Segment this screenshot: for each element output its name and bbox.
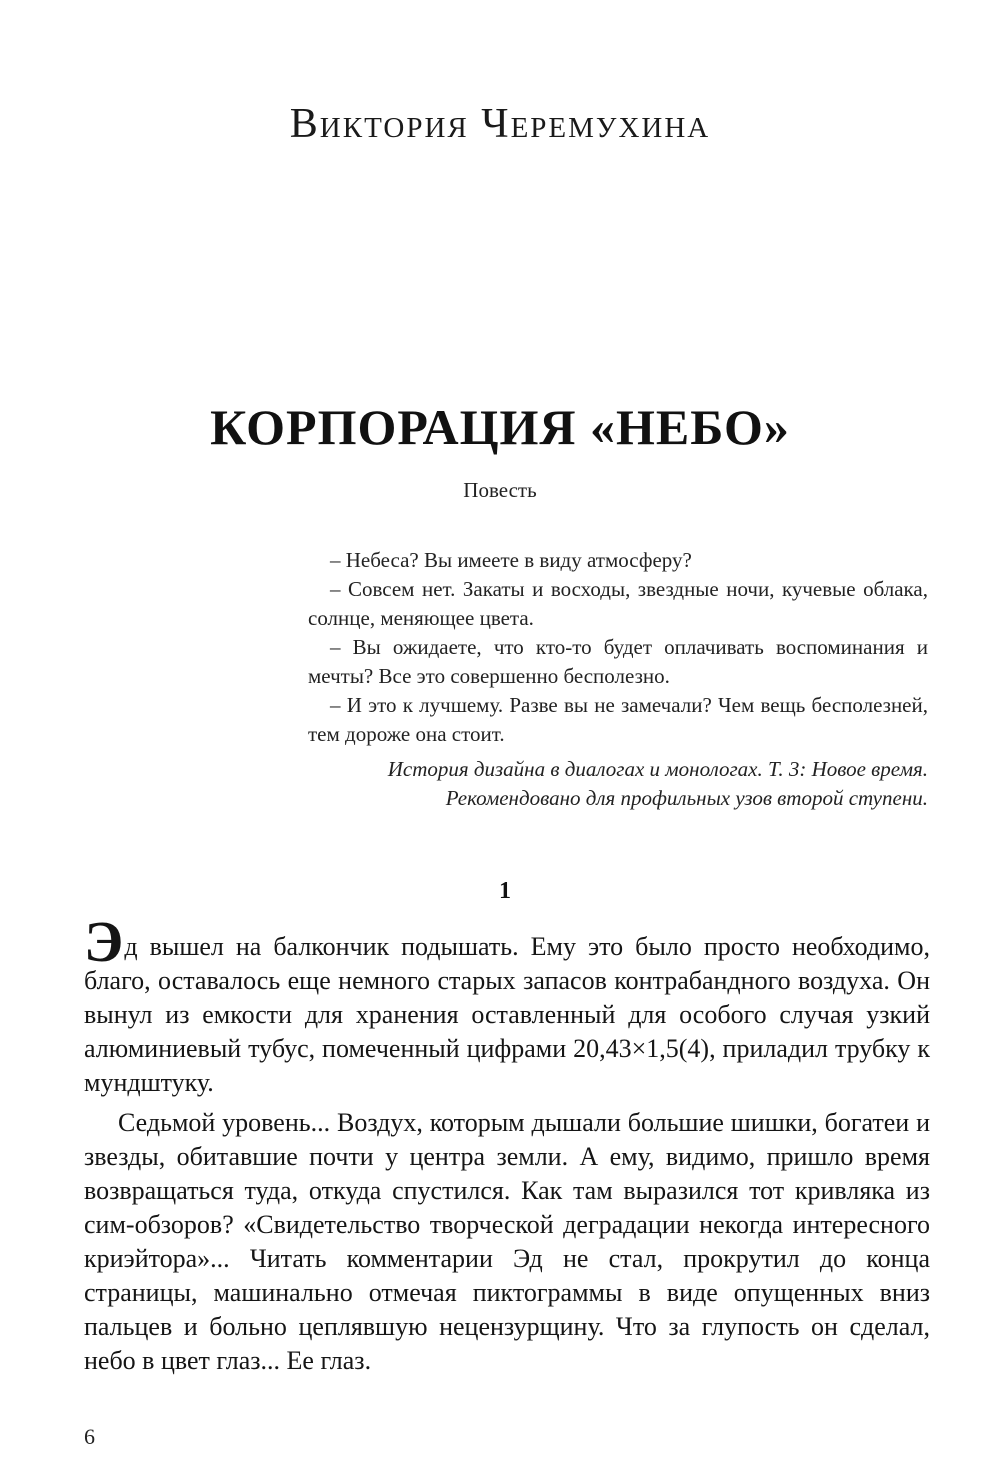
epigraph-line: – И это к лучшему. Разве вы не замечали? Чем вещь бесполезней, тем дороже она стоит.: [308, 693, 928, 746]
author-name: Виктория Черемухина: [289, 101, 711, 147]
story-title: КОРПОРАЦИЯ «НЕБО»: [210, 399, 790, 455]
page-number: 6: [84, 1424, 95, 1449]
epigraph-line: – Совсем нет. Закаты и восходы, звездные ночи, кучевые облака, солнце, меняющее цвета.: [308, 577, 928, 630]
epigraph-source: История дизайна в диалогах и монологах. Т. 3: Новое время. Рекомендовано для профильных узов второй ступени.: [387, 757, 928, 810]
epigraph-line: – Небеса? Вы имеете в виду атмосферу?: [330, 548, 692, 572]
dropcap: Э: [84, 909, 124, 974]
epigraph-line: – Вы ожидаете, что кто-то будет оплачивать воспоминания и мечты? Все это совершенно бесполезно.: [308, 635, 928, 688]
chapter-number: 1: [499, 878, 511, 904]
body-text: [84, 909, 930, 1384]
paragraph: Седьмой уровень... Воздух, которым дышали большие шишки, богатеи и звезды, обитавшие почти у центра земли. А ему, видимо, пришло время возвращаться туда, откуда спустился. Как там выразился тот кривляка из сим-обзоров? «Свидетельство творческой деградации некогда интересного криэйтора»... Читать комментарии Эд не стал, прокрутил до конца страницы, машинально отмечая пиктограммы в виде опущенных вниз пальцев и больно цеплявшую нецензурщину. Что за глупость он сделал, небо в цвет глаз... Ее глаз.: [84, 1108, 930, 1375]
story-subtitle: Повесть: [463, 478, 537, 502]
paragraph-text: д вышел на балкончик подышать. Ему это было просто необходимо, благо, оставалось еще немного старых запасов контрабандного воздуха. Он вынул из емкости для хранения оставленный для особого случая узкий алюминиевый тубус, помеченный цифрами 20,43×1,5(4), приладил трубку к мундштуку.: [84, 932, 930, 1097]
epigraph: [308, 546, 928, 813]
paragraph: [84, 909, 930, 1100]
